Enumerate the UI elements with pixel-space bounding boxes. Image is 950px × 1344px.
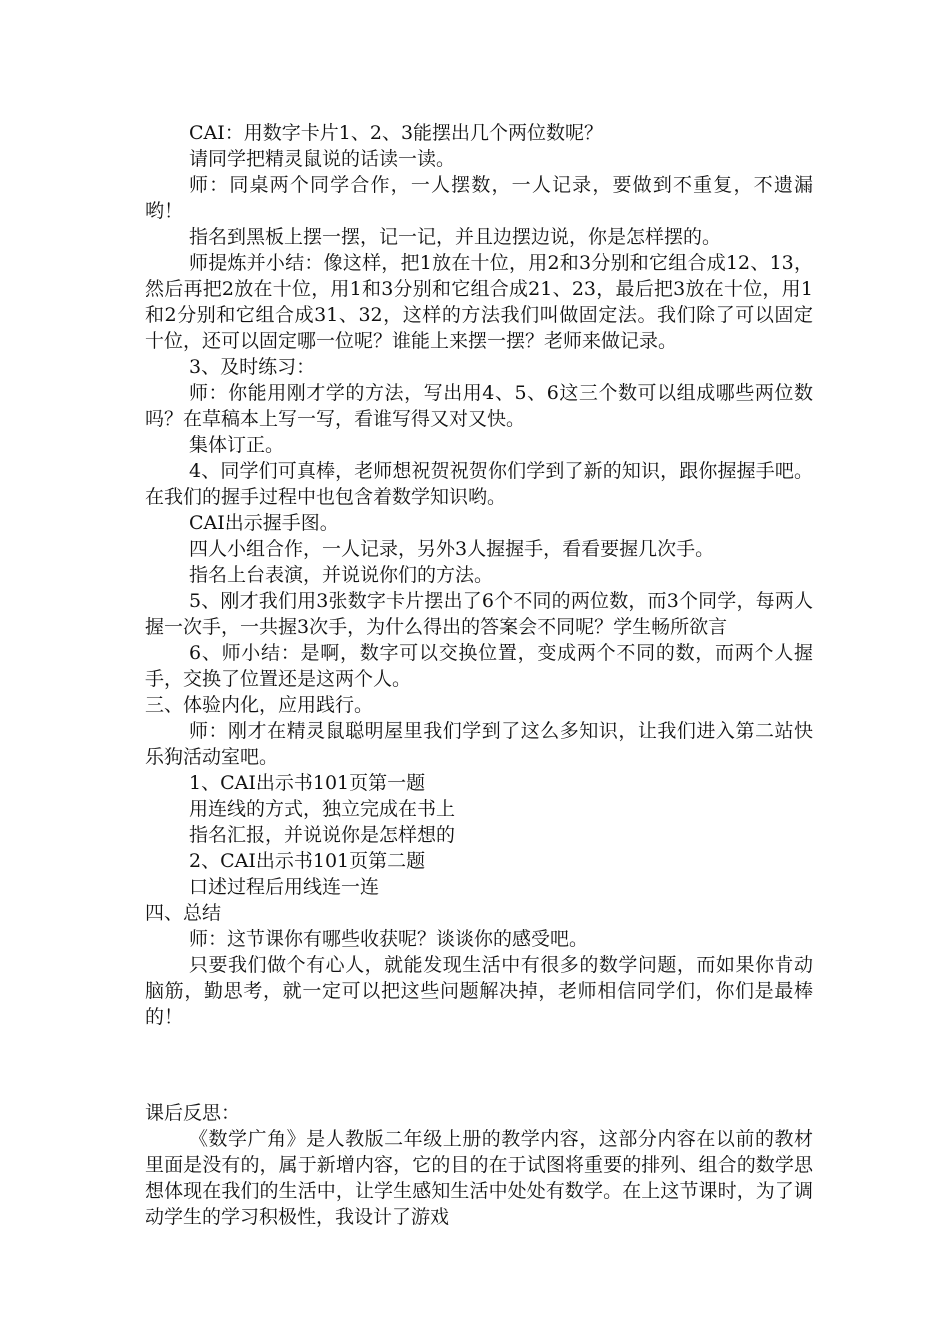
paragraph-5: 师提炼并小结：像这样，把1放在十位，用2和3分别和它组合成12、13，然后再把2放在十位，用1和3分别和它组合成21、23，最后把3放在十位，用1和2分别和它组合成31、32，这样的方法我们叫做固定法。我们除了可以固定十位，还可以固定哪一位呢？谁能上来摆一摆？老师来做记录。 xyxy=(145,252,813,352)
paragraph-24: 只要我们做个有心人，就能发现生活中有很多的数学问题，而如果你肯动脑筋，勤思考，就一定可以把这些问题解决掉，老师相信同学们，你们是最棒的！ xyxy=(145,954,813,1028)
paragraph-7: 师：你能用刚才学的方法，写出用4、5、6这三个数可以组成哪些两位数吗？在草稿本上写一写，看谁写得又对又快。 xyxy=(145,382,813,430)
paragraph-8: 集体订正。 xyxy=(189,434,285,456)
reflection-body: 《数学广角》是人教版二年级上册的教学内容，这部分内容在以前的教材里面是没有的，属于新增内容，它的目的在于试图将重要的排列、组合的数学思想体现在我们的生活中，让学生感知生活中处处有数学。在上这节课时，为了调动学生的学习积极性，我设计了游戏 xyxy=(145,1128,813,1228)
paragraph-18: 用连线的方式，独立完成在书上 xyxy=(189,798,456,820)
paragraph-14: 6、师小结：是啊，数字可以交换位置，变成两个不同的数，而两个人握手，交换了位置还是这两个人。 xyxy=(145,642,813,690)
paragraph-19: 指名汇报，并说说你是怎样想的 xyxy=(189,824,456,846)
paragraph-23: 师：这节课你有哪些收获呢？谈谈你的感受吧。 xyxy=(189,928,589,950)
document-page xyxy=(145,120,813,1230)
section-heading-4: 四、总结 xyxy=(145,902,222,924)
paragraph-20: 2、CAI出示书101页第二题 xyxy=(189,850,426,872)
paragraph-12: 指名上台表演，并说说你们的方法。 xyxy=(189,564,494,586)
paragraph-4: 指名到黑板上摆一摆，记一记，并且边摆边说，你是怎样摆的。 xyxy=(189,226,722,248)
paragraph-17: 1、CAI出示书101页第一题 xyxy=(189,772,426,794)
reflection-heading: 课后反思： xyxy=(145,1102,241,1124)
paragraph-11: 四人小组合作，一人记录，另外3人握握手，看看要握几次手。 xyxy=(189,538,715,560)
section-heading-3: 三、体验内化，应用践行。 xyxy=(145,694,374,716)
paragraph-2: 请同学把精灵鼠说的话读一读。 xyxy=(189,148,456,170)
paragraph-1: CAI：用数字卡片1、2、3能摆出几个两位数呢？ xyxy=(189,122,604,144)
paragraph-16: 师：刚才在精灵鼠聪明屋里我们学到了这么多知识，让我们进入第二站快乐狗活动室吧。 xyxy=(145,720,813,768)
spacer xyxy=(145,1082,813,1100)
paragraph-9: 4、同学们可真棒，老师想祝贺祝贺你们学到了新的知识，跟你握握手吧。在我们的握手过程中也包含着数学知识哟。 xyxy=(145,460,813,508)
paragraph-10: CAI出示握手图。 xyxy=(189,512,339,534)
paragraph-3: 师：同桌两个同学合作，一人摆数，一人记录，要做到不重复，不遗漏哟！ xyxy=(145,174,813,222)
paragraph-13: 5、刚才我们用3张数字卡片摆出了6个不同的两位数，而3个同学，每两人握一次手，一共握3次手，为什么得出的答案会不同呢？学生畅所欲言 xyxy=(145,590,813,638)
paragraph-6: 3、及时练习： xyxy=(189,356,316,378)
paragraph-21: 口述过程后用线连一连 xyxy=(189,876,380,898)
spacer xyxy=(145,1030,813,1082)
